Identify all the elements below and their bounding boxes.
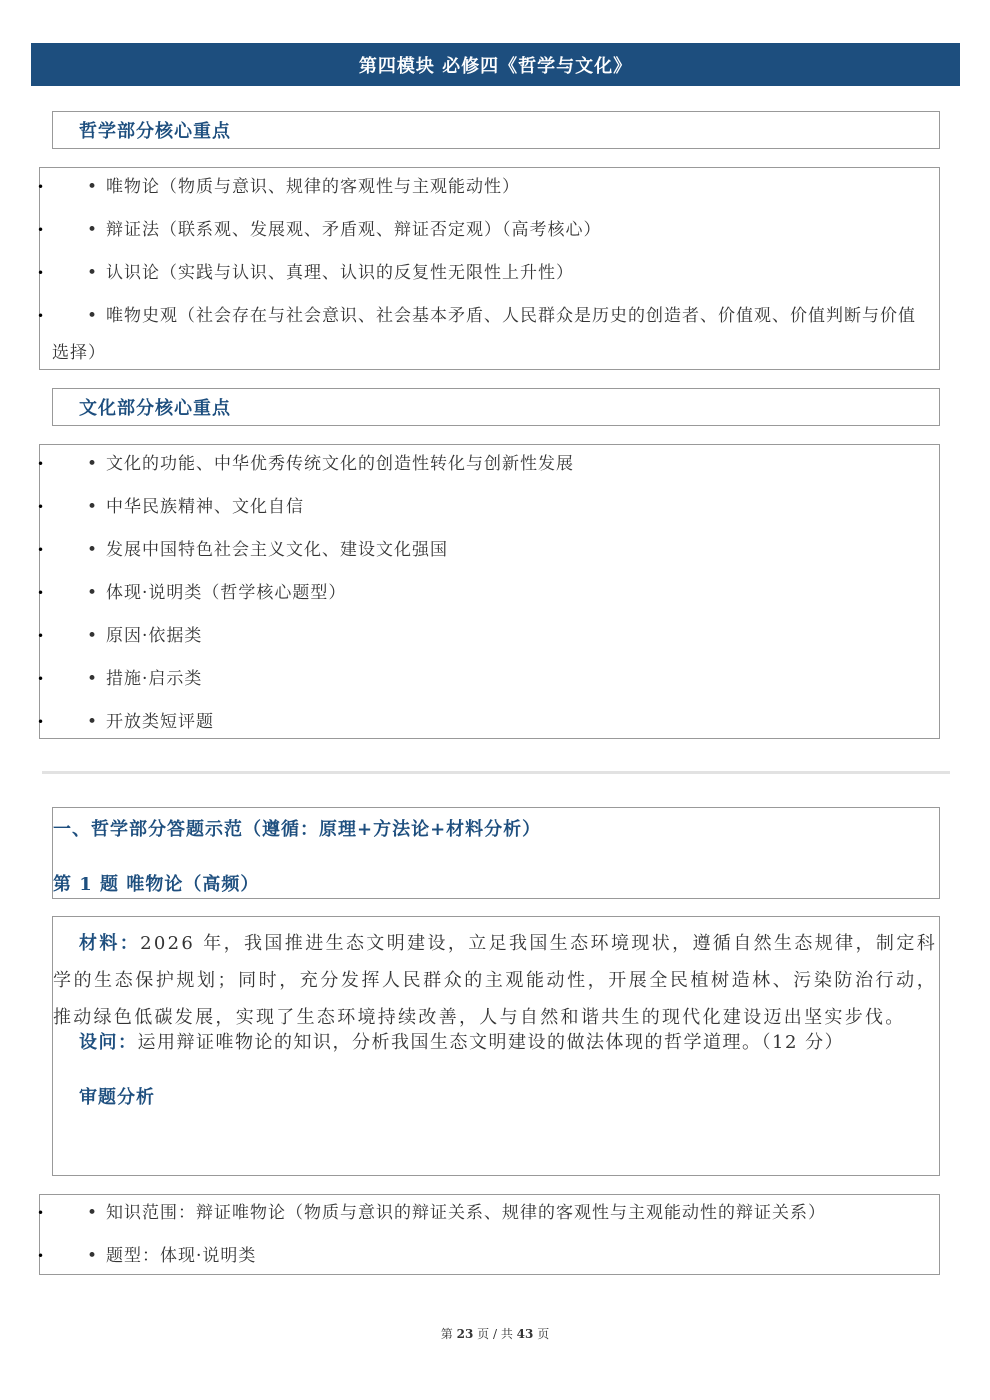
list-item: • • 发展中国特色社会主义文化、建设文化强国 [40,532,939,569]
list-item: • • 唯物史观（社会存在与社会意识、社会基本矛盾、人民群众是历史的创造者、价值观、价值判断与价值选择） [40,298,939,372]
culture-list-box [39,444,940,739]
list-item: • • 辩证法（联系观、发展观、矛盾观、辩证否定观）（高考核心） [40,212,939,249]
inner-bullet-icon: • [87,583,99,603]
current-page-number: 23 [456,1327,474,1341]
total-page-number: 43 [516,1327,534,1341]
inner-bullet-icon: • [87,626,99,646]
outer-bullet-icon: • [37,223,46,237]
outer-bullet-icon: • [37,180,46,194]
inner-bullet-icon: • [87,1203,99,1223]
list-item: • • 唯物论（物质与意识、规律的客观性与主观能动性） [40,169,939,206]
list-item: • • 原因·依据类 [40,618,939,655]
inner-bullet-icon: • [87,177,99,197]
analysis-list [37,1195,939,1275]
question-label: 设问： [79,1032,138,1053]
analysis-list-box [39,1194,940,1275]
philosophy-list [37,169,939,372]
analysis-heading: 审题分析 [79,1087,155,1108]
question-box [52,916,940,1176]
question-paragraph [79,1028,844,1054]
outer-bullet-icon: • [37,715,46,729]
material-paragraph [53,925,939,1036]
outer-bullet-icon: • [37,500,46,514]
inner-bullet-icon: • [87,1246,99,1266]
inner-bullet-icon: • [87,263,99,283]
outer-bullet-icon: • [37,266,46,280]
material-label: 材料： [79,933,141,954]
culture-heading-box [52,388,940,426]
section-title-box [52,807,940,899]
list-item: • • 开放类短评题 [40,704,939,741]
section-divider [42,771,950,774]
philosophy-heading-box [52,111,940,149]
material-text: 2026 年，我国推进生态文明建设，立足我国生态环境现状，遵循自然生态规律，制定科学的生态保护规划；同时，充分发挥人民群众的主观能动性，开展全民植树造林、污染防治行动，推动绿色低碳发展，实现了生态环境持续改善，人与自然和谐共生的现代化建设迈出坚实步伐。 [53,933,937,1028]
inner-bullet-icon: • [87,669,99,689]
outer-bullet-icon: • [37,1206,46,1220]
list-item: • • 体现·说明类（哲学核心题型） [40,575,939,612]
outer-bullet-icon: • [37,586,46,600]
philosophy-heading: 哲学部分核心重点 [79,121,231,142]
culture-heading: 文化部分核心重点 [79,398,231,419]
outer-bullet-icon: • [37,543,46,557]
section-title: 一、哲学部分答题示范（遵循：原理+方法论+材料分析） [53,819,542,840]
inner-bullet-icon: • [87,306,99,326]
inner-bullet-icon: • [87,220,99,240]
outer-bullet-icon: • [37,1249,46,1263]
inner-bullet-icon: • [87,540,99,560]
philosophy-list-box [39,167,940,370]
outer-bullet-icon: • [37,629,46,643]
list-item: • • 认识论（实践与认识、真理、认识的反复性无限性上升性） [40,255,939,292]
outer-bullet-icon: • [37,309,46,323]
question-subtitle: 第 1 题 唯物论（高频） [53,874,260,895]
inner-bullet-icon: • [87,454,99,474]
inner-bullet-icon: • [87,497,99,517]
list-item: • • 题型：体现·说明类 [40,1238,939,1275]
banner-title: 第四模块 必修四《哲学与文化》 [358,55,633,77]
inner-bullet-icon: • [87,712,99,732]
page-footer: 第 23 页 / 共 43 页 [440,1327,550,1341]
question-text: 运用辩证唯物论的知识，分析我国生态文明建设的做法体现的哲学道理。（12 分） [137,1032,845,1053]
list-item: • • 文化的功能、中华优秀传统文化的创造性转化与创新性发展 [40,446,939,483]
culture-list [37,446,939,741]
list-item: • • 中华民族精神、文化自信 [40,489,939,526]
outer-bullet-icon: • [37,457,46,471]
outer-bullet-icon: • [37,672,46,686]
list-item: • • 知识范围：辩证唯物论（物质与意识的辩证关系、规律的客观性与主观能动性的辩证关系） [40,1195,939,1232]
list-item: • • 措施·启示类 [40,661,939,698]
module-banner [31,43,960,86]
